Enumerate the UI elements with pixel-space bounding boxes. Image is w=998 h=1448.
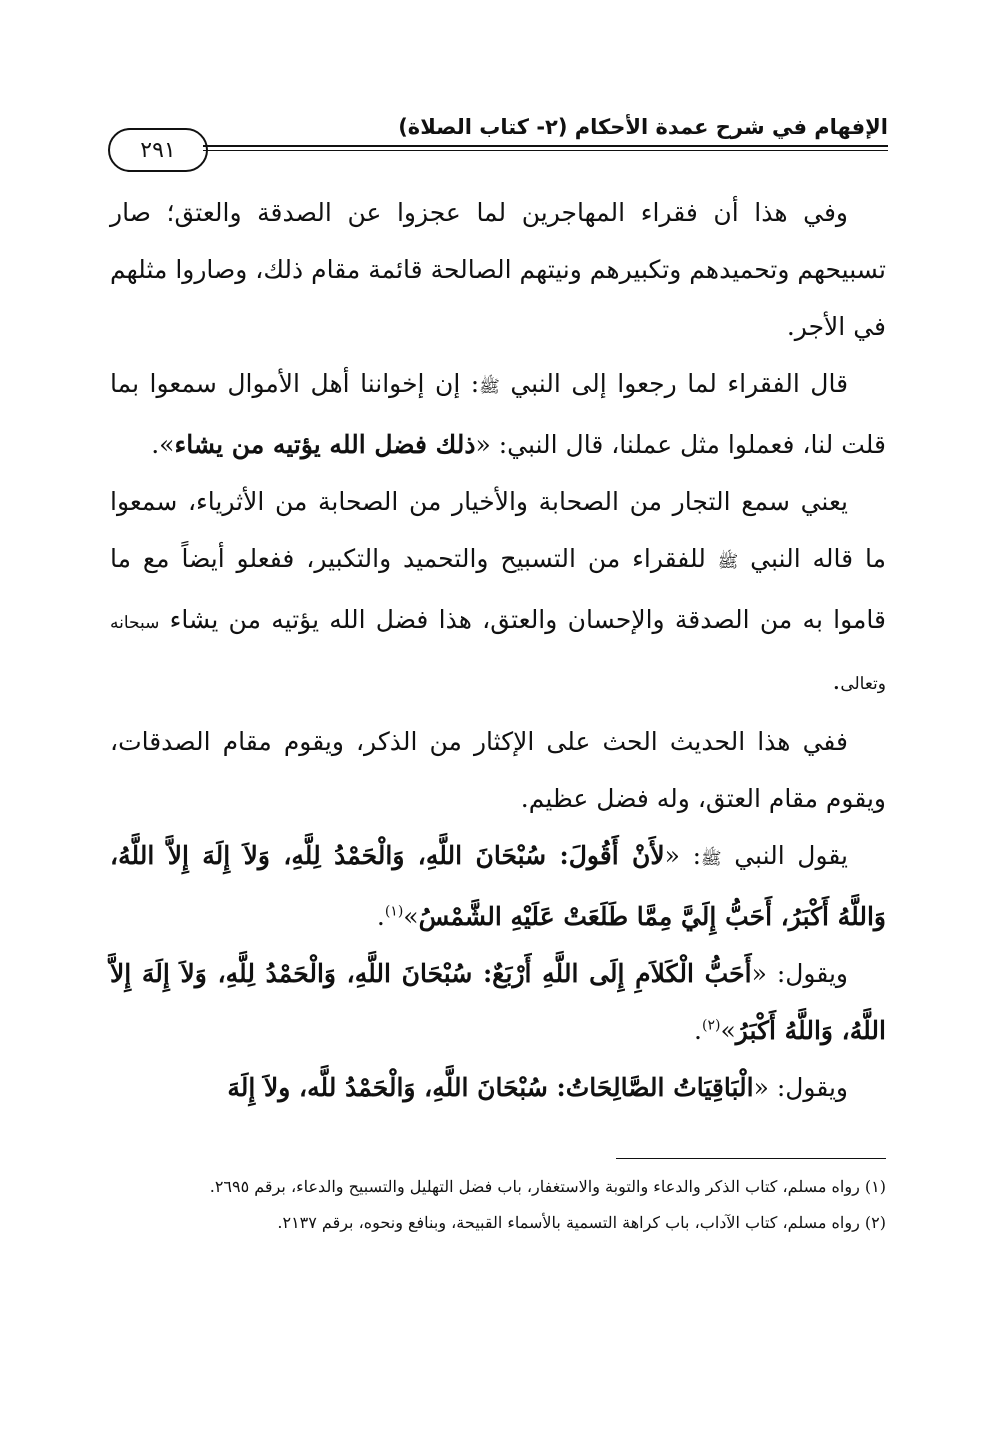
text-segment: : إن إخواننا أهل الأموال سمعوا بما قلت لنا، فعملوا مثل عملنا، قال النبي: « (110, 369, 886, 459)
paragraph-2 (110, 355, 886, 473)
text-segment: ». (151, 430, 175, 459)
page-number: ٢٩١ (140, 137, 176, 163)
paragraph-7 (110, 1059, 886, 1116)
text-segment: . (694, 1016, 702, 1045)
footnote-ref-1[interactable]: (١) (384, 903, 404, 920)
hadith-quote: الْبَاقِيَاتُ الصَّالِحَاتُ: سُبْحَانَ اللَّهِ، وَالْحَمْدُ للَّه، ولاَ إِلَهَ (227, 1073, 754, 1102)
hadith-quote: ذلك فضل الله يؤتيه من يشاء (174, 430, 476, 459)
page-header (108, 113, 888, 173)
text-segment: : « (664, 841, 702, 870)
text-segment: ويقول: « (751, 959, 849, 988)
text-segment: ويقول: « (753, 1073, 848, 1102)
paragraph-1: وفي هذا أن فقراء المهاجرين لما عجزوا عن الصدقة والعتق؛ صار تسبيحهم وتحميدهم وتكبيرهم ونيتهم الصالحة قائمة مقام ذلك، وصاروا مثلهم في الأجر. (110, 198, 886, 341)
running-title: الإفهام في شرح عمدة الأحكام (٢- كتاب الصلاة) (398, 115, 888, 139)
hadith-quote: لأَنْ أَقُولَ: سُبْحَانَ اللَّهِ، وَالْحَمْدُ لِلَّهِ، وَلاَ إِلَهَ إِلاَّ اللَّهُ، وَاللَّهُ أَكْبَرُ، أَحَبُّ إِلَيَّ مِمَّا طَلَعَتْ عَلَيْهِ الشَّمْسُ (110, 841, 886, 931)
footnote-2: (٢) رواه مسلم، كتاب الآداب، باب كراهة التسمية بالأسماء القبيحة، وبنافع ونحوه، برقم ٢١٣٧. (277, 1213, 886, 1232)
body-text (110, 184, 886, 1116)
paragraph-4: ففي هذا الحديث الحث على الإكثار من الذكر، ويقوم مقام الصدقات، ويقوم مقام العتق، وله فضل عظيم. (110, 727, 886, 813)
page-number-frame (108, 128, 208, 172)
header-rule-thick (203, 145, 888, 147)
glorification-mark: سبحانه وتعالى (110, 613, 886, 694)
footnotes (110, 1172, 886, 1244)
salutation-mark: ﷺ (479, 377, 500, 397)
hadith-quote: أَحَبُّ الْكَلاَمِ إِلَى اللَّهِ أَرْبَعٌ: سُبْحَانَ اللَّهِ، وَالْحَمْدُ لِلَّهِ، وَلاَ إِلَهَ إِلاَّ اللَّهُ، وَاللَّهُ أَكْبَرُ (110, 959, 886, 1045)
text-segment: » (403, 902, 419, 931)
text-segment: قال الفقراء لما رجعوا إلى النبي (510, 369, 849, 398)
text-segment: يقول النبي (734, 841, 848, 870)
text-segment: . (832, 666, 841, 695)
text-segment: للفقراء من التسبيح والتحميد والتكبير، ففعلو أيضاً مع ما قاموا به من الصدقة والإحسان والعتق، هذا فضل الله يؤتيه من يشاء (110, 544, 887, 634)
footnote-ref-2[interactable]: (٢) (702, 1017, 721, 1034)
paragraph-5 (110, 827, 886, 945)
footnote-1: (١) رواه مسلم، كتاب الذكر والدعاء والتوبة والاستغفار، باب فضل التهليل والتسبيح والدعاء، برقم ٢٦٩٥. (209, 1177, 886, 1196)
salutation-mark: ﷺ (701, 849, 722, 869)
text-segment: . (376, 902, 385, 931)
text-segment: » (720, 1016, 736, 1045)
text-segment: يعني سمع التجار من الصحابة والأخيار من الصحابة من الأثرياء، سمعوا ما قاله النبي (110, 487, 886, 573)
paragraph-3 (110, 473, 886, 713)
salutation-mark: ﷺ (717, 552, 739, 572)
paragraph-6 (110, 945, 886, 1059)
footnote-separator (616, 1158, 886, 1159)
header-rule-thin (203, 150, 888, 151)
